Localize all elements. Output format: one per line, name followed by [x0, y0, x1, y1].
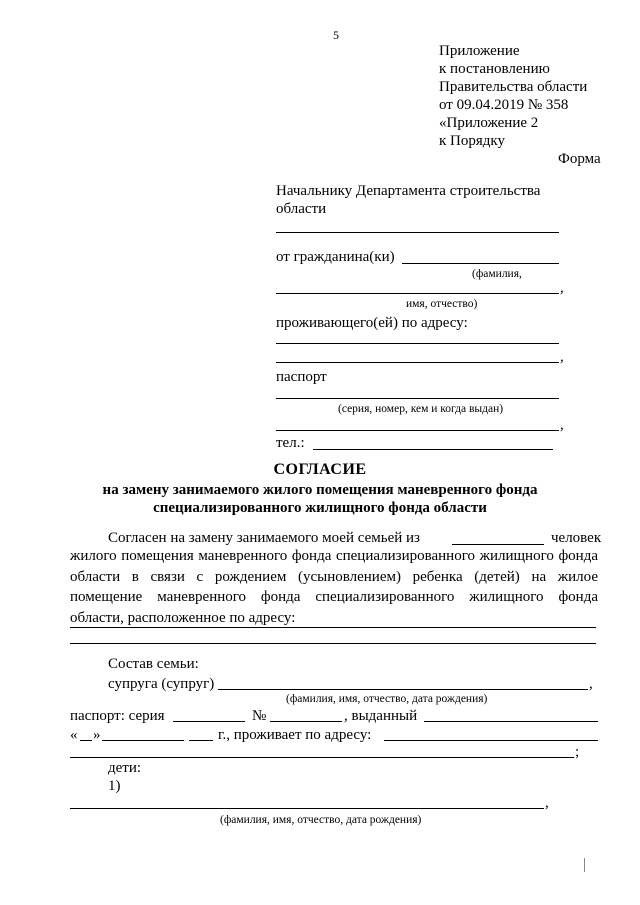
hint-passport: (серия, номер, кем и когда выдан)	[338, 403, 504, 415]
spouse-line[interactable]	[218, 689, 588, 690]
spouse-comma: ,	[589, 676, 593, 692]
scan-mark	[584, 858, 585, 872]
hint-child: (фамилия, имя, отчество, дата рождения)	[220, 814, 422, 826]
phone-label: тел.:	[276, 435, 305, 451]
date-year-line[interactable]	[189, 740, 213, 741]
family-count-line[interactable]	[452, 544, 544, 545]
from-label: от гражданина(ки)	[276, 249, 395, 265]
appendix-line-4: от 09.04.2019 № 358	[439, 97, 569, 113]
year-suffix: г., проживает по адресу:	[218, 727, 372, 743]
number-sign: №	[252, 708, 267, 724]
body-paragraph: жилого помещения маневренного фонда специализированного жилищного фонда области в связи с рождением (усыновлением) ребенка (детей) на жилое помещение маневренного фонда специализированного жилищного фонда области, расположенное по адресу:	[70, 548, 598, 626]
appendix-line-6: к Порядку	[439, 133, 505, 149]
date-open-quote: «	[70, 727, 78, 743]
passport-line[interactable]	[276, 398, 559, 399]
address-comma: ,	[560, 349, 564, 365]
passport-number-line[interactable]	[270, 721, 342, 722]
hint-name: имя, отчество)	[406, 298, 478, 310]
document-subtitle-line-2: специализированного жилищного фонда области	[153, 500, 487, 516]
spouse-address-semicolon: ;	[575, 744, 580, 760]
document-title: СОГЛАСИЕ	[273, 461, 367, 478]
body-first-line: Согласен на замену занимаемого моей семьей из	[108, 530, 420, 546]
hint-spouse: (фамилия, имя, отчество, дата рождения)	[286, 693, 488, 705]
addressee-blank-line[interactable]	[276, 232, 559, 233]
name-line[interactable]	[276, 293, 559, 294]
address-line-2[interactable]	[276, 362, 559, 363]
passport-series-line[interactable]	[173, 721, 245, 722]
passport-series-label: паспорт: серия	[70, 708, 165, 724]
child-1-line[interactable]	[70, 808, 544, 809]
child-1-label: 1)	[108, 778, 121, 794]
address-line-1[interactable]	[276, 343, 559, 344]
spouse-label: супруга (супруг)	[108, 676, 215, 692]
addressee-line-2: области	[276, 201, 327, 217]
issued-by-line[interactable]	[424, 721, 598, 722]
date-day-line[interactable]	[80, 740, 92, 741]
name-line-comma: ,	[560, 280, 564, 296]
appendix-line-3: Правительства области	[439, 79, 588, 95]
phone-line[interactable]	[313, 449, 553, 450]
spouse-address-line-1[interactable]	[384, 740, 598, 741]
property-address-line-2[interactable]	[70, 643, 596, 644]
family-heading: Состав семьи:	[108, 656, 199, 672]
passport-label: паспорт	[276, 369, 327, 385]
passport-comma: ,	[560, 417, 564, 433]
date-month-line[interactable]	[102, 740, 184, 741]
date-close-quote: »	[93, 727, 101, 743]
from-surname-line[interactable]	[402, 263, 559, 264]
body-first-line-end: человек	[551, 530, 602, 546]
spouse-address-line-2[interactable]	[70, 757, 574, 758]
issued-label: , выданный	[344, 708, 418, 724]
addressee-line-1: Начальнику Департамента строительства	[276, 183, 541, 199]
hint-surname: (фамилия,	[472, 268, 522, 280]
property-address-line-1[interactable]	[70, 627, 596, 628]
appendix-line-2: к постановлению	[439, 61, 550, 77]
page-number: 5	[333, 28, 339, 42]
children-label: дети:	[108, 760, 142, 776]
appendix-line-1: Приложение	[439, 43, 520, 59]
residing-label: проживающего(ей) по адресу:	[276, 315, 468, 331]
child-comma: ,	[545, 795, 549, 811]
passport-line-2[interactable]	[276, 430, 559, 431]
form-label: Форма	[558, 151, 601, 167]
appendix-line-5: «Приложение 2	[439, 115, 539, 131]
document-subtitle-line-1: на замену занимаемого жилого помещения маневренного фонда	[102, 482, 538, 498]
